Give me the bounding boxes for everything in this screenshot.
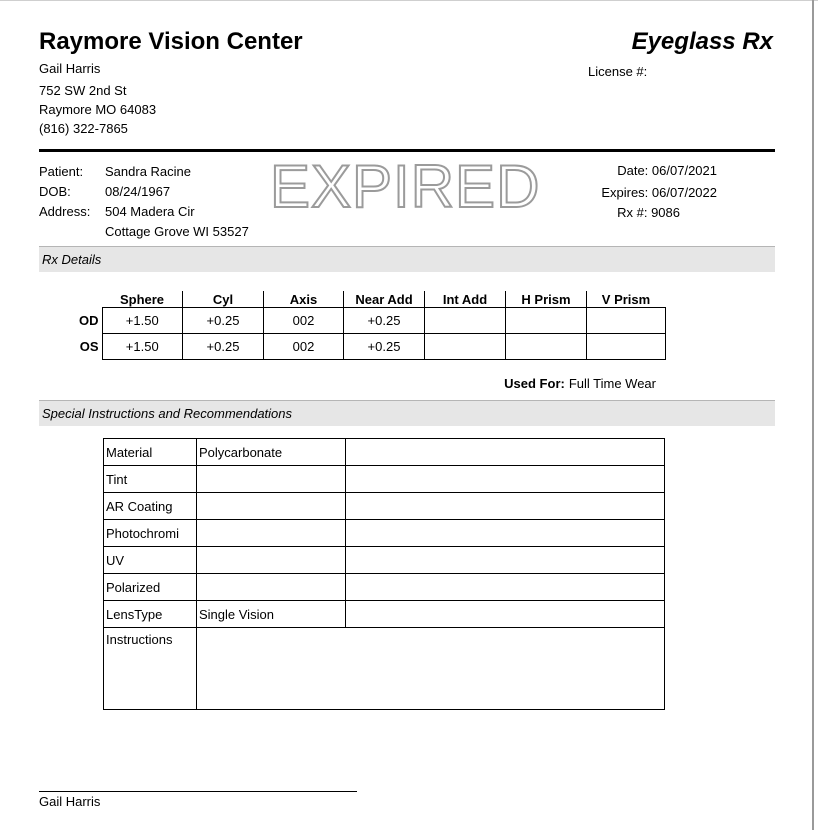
rx-cell: +0.25	[344, 334, 425, 360]
expires-row	[601, 185, 717, 200]
rx-number-label: Rx #:	[617, 205, 648, 220]
document-title: Eyeglass Rx	[631, 28, 773, 55]
rx-cell: +1.50	[102, 334, 183, 360]
eye-label: OD	[79, 313, 99, 328]
rx-cell: +0.25	[344, 308, 425, 334]
rx-table	[70, 291, 666, 360]
eye-label: OS	[79, 339, 99, 354]
rx-row-od	[70, 308, 665, 334]
patient-address-line1: 504 Madera Cir	[105, 204, 195, 219]
signature-line	[39, 791, 357, 792]
instruction-extra	[346, 493, 665, 520]
instruction-row-lenstype	[104, 601, 665, 628]
instruction-label: Photochromi	[104, 520, 197, 547]
instruction-row-ar-coating	[104, 493, 665, 520]
instruction-row-material	[104, 439, 665, 466]
rx-col-header: Axis	[264, 291, 344, 308]
instruction-value	[197, 493, 346, 520]
expires-label: Expires:	[601, 185, 649, 200]
instruction-extra	[346, 601, 665, 628]
instruction-label: Material	[104, 439, 197, 466]
special-instructions-table	[103, 438, 665, 710]
used-for	[504, 376, 656, 391]
instruction-value	[197, 466, 346, 493]
instruction-extra	[346, 520, 665, 547]
rx-row-os	[70, 334, 665, 360]
clinic-address-line1: 752 SW 2nd St	[39, 83, 127, 98]
clinic-address-line2: Raymore MO 64083	[39, 102, 157, 117]
rx-col-header: V Prism	[587, 291, 666, 308]
dob-label: DOB:	[39, 184, 71, 199]
rx-number-row	[617, 205, 680, 220]
instruction-row-instructions	[104, 628, 665, 710]
instruction-extra	[346, 439, 665, 466]
rx-cell: +1.50	[102, 308, 183, 334]
rx-table-eye-header	[70, 291, 102, 308]
instructions-value	[197, 628, 665, 710]
page-right-border	[812, 0, 814, 830]
instruction-label: Instructions	[104, 628, 197, 710]
special-instructions-section-header: Special Instructions and Recommendations	[39, 400, 775, 426]
patient-label: Patient:	[39, 164, 84, 179]
clinic-name: Raymore Vision Center	[39, 28, 303, 55]
rx-cell	[587, 334, 666, 360]
doctor-name: Gail Harris	[39, 61, 101, 76]
date-label: Date:	[617, 163, 649, 178]
instruction-label: UV	[104, 547, 197, 574]
rx-cell	[425, 334, 506, 360]
page-top-border	[0, 0, 818, 1]
address-label: Address:	[39, 204, 91, 219]
instruction-value: Single Vision	[197, 601, 346, 628]
rx-col-header: Int Add	[425, 291, 506, 308]
rx-cell	[587, 308, 666, 334]
rx-number-value: 9086	[651, 205, 680, 220]
rx-cell: +0.25	[183, 334, 264, 360]
date-row	[617, 163, 717, 178]
rx-col-header: Near Add	[344, 291, 425, 308]
rx-cell: +0.25	[183, 308, 264, 334]
patient-name: Sandra Racine	[105, 164, 191, 179]
instruction-extra	[346, 547, 665, 574]
instruction-extra	[346, 466, 665, 493]
license-label: License #:	[588, 64, 648, 79]
dob-value: 08/24/1967	[105, 184, 171, 199]
instruction-row-uv	[104, 547, 665, 574]
rx-cell	[506, 334, 587, 360]
rx-cell: 002	[264, 308, 344, 334]
instruction-value	[197, 520, 346, 547]
instruction-label: LensType	[104, 601, 197, 628]
rx-cell	[425, 308, 506, 334]
date-value: 06/07/2021	[651, 163, 717, 178]
signature-name: Gail Harris	[39, 794, 101, 809]
rx-col-header: Sphere	[119, 292, 165, 307]
rx-details-section-header: Rx Details	[39, 246, 775, 272]
instruction-value	[197, 547, 346, 574]
instruction-row-photochromic	[104, 520, 665, 547]
expired-stamp: EXPIRED	[270, 153, 541, 220]
clinic-phone: (816) 322-7865	[39, 121, 128, 136]
used-for-value: Full Time Wear	[568, 376, 656, 391]
used-for-label: Used For:	[504, 376, 565, 391]
instruction-label: AR Coating	[104, 493, 197, 520]
instruction-row-tint	[104, 466, 665, 493]
instruction-label: Polarized	[104, 574, 197, 601]
rx-cell: 002	[264, 334, 344, 360]
patient-address-line2: Cottage Grove WI 53527	[105, 224, 249, 239]
instruction-value	[197, 574, 346, 601]
rx-col-header: Cyl	[183, 291, 264, 308]
instruction-label: Tint	[104, 466, 197, 493]
instruction-row-polarized	[104, 574, 665, 601]
rx-cell	[506, 308, 587, 334]
expires-value: 06/07/2022	[651, 185, 717, 200]
instruction-value: Polycarbonate	[197, 439, 346, 466]
instruction-extra	[346, 574, 665, 601]
rx-col-header: H Prism	[506, 291, 587, 308]
